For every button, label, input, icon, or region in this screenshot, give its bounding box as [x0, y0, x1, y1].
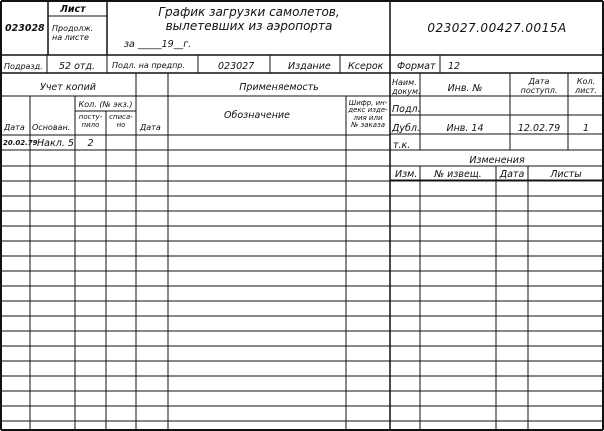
format-label: Формат: [397, 61, 436, 72]
duplicate-date: 12.02.79: [517, 123, 561, 134]
change-date-header: Дата: [499, 169, 525, 180]
form-code: 023028: [5, 23, 45, 34]
duplicate-inventory: Инв. 14: [446, 123, 484, 134]
edition-label: Издание: [288, 61, 331, 72]
tk-row-label: т.к.: [393, 140, 411, 151]
copies-date2-header: Дата: [140, 123, 161, 132]
copy-label: Ксерок: [348, 61, 384, 72]
applicability-title: Применяемость: [239, 82, 319, 93]
notice-no-header: № извещ.: [434, 169, 482, 180]
sheet-label: Лист: [60, 4, 86, 15]
doc-name-label: Наим. докум.: [392, 78, 421, 96]
format-value: 12: [448, 61, 461, 72]
period-field: за _____19__г.: [124, 39, 192, 50]
document-number: 023027.00427.0015А: [427, 21, 567, 35]
copies-title: Учет копий: [40, 82, 96, 93]
form-title-line2: вылетевших из аэропорта: [165, 19, 333, 33]
duplicate-sheets: 1: [582, 123, 590, 134]
duplicate-row-label: Дубл.: [392, 123, 420, 134]
copies-qty-header: Кол. (№ экз.): [78, 100, 133, 109]
continued-label: Продолж. на листе: [52, 24, 94, 42]
original-label: Подл. на предпр.: [112, 61, 185, 70]
inventory-no-label: Инв. №: [447, 83, 483, 94]
sheet-count-label: Кол. лист.: [575, 77, 597, 95]
form-title-line1: График загрузки самолетов,: [158, 5, 340, 19]
changes-title: Изменения: [469, 155, 525, 166]
division-value: 52 отд.: [59, 61, 96, 72]
designation-header: Обозначение: [224, 110, 290, 121]
copies-date-header: Дата: [4, 123, 25, 132]
division-label: Подразд.: [4, 62, 43, 71]
copies-received-header: посту- пило: [78, 113, 103, 129]
entry-received: 2: [87, 138, 94, 149]
original-value: 023027: [218, 61, 255, 72]
entry-basis: Накл. 5: [37, 138, 74, 149]
copies-removed-header: списа- но: [109, 113, 133, 129]
cipher-header: Шифр, ин- декс изде- лия или № заказа: [348, 99, 388, 130]
original-row-label: Подл.: [392, 104, 421, 115]
copies-basis-header: Основан.: [32, 123, 71, 132]
change-sheets-header: Листы: [550, 169, 582, 180]
change-no-header: Изм.: [395, 169, 418, 180]
arrival-date-label: Дата поступл.: [520, 77, 558, 95]
entry-date: 20.02.79: [3, 139, 38, 147]
